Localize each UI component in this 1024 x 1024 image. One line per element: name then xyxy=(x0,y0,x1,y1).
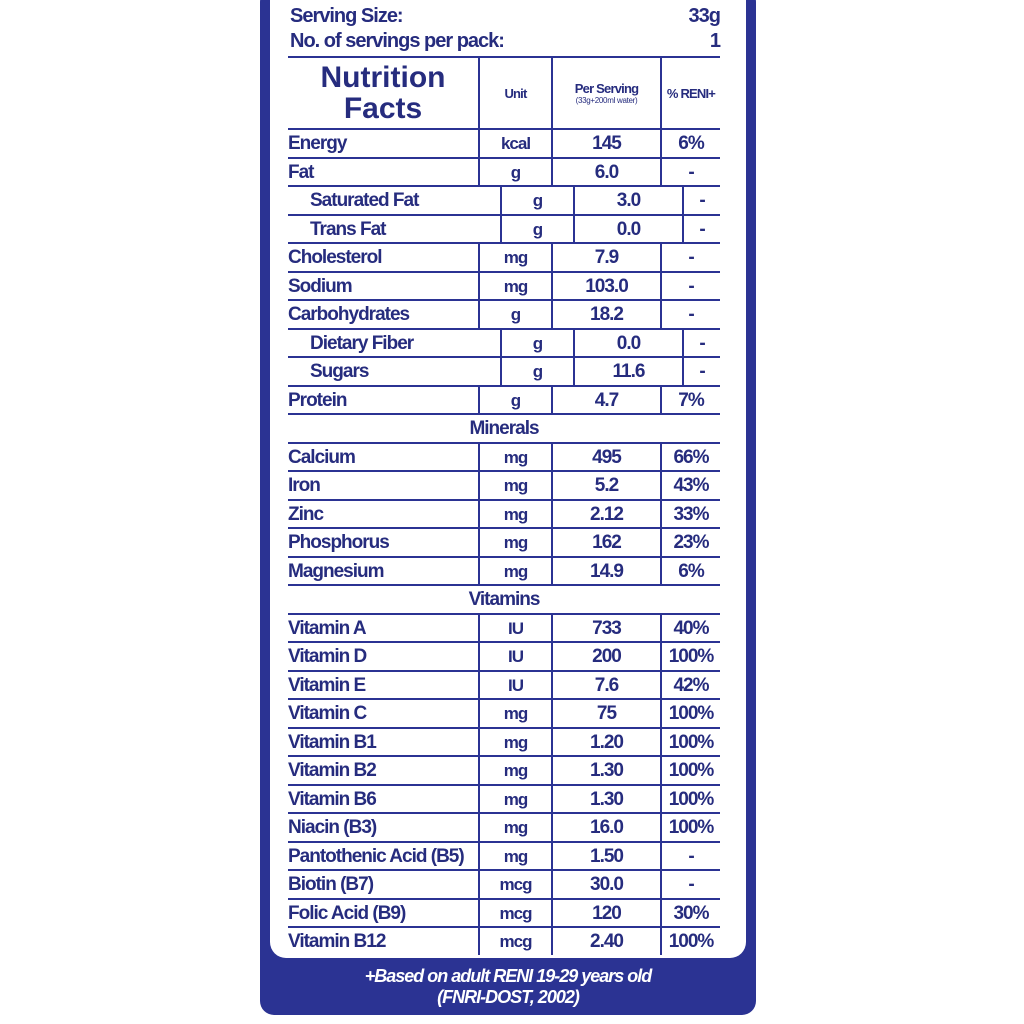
nutrient-reni: 100% xyxy=(668,788,714,810)
nutrient-value: 145 xyxy=(553,130,662,157)
nutrient-name: Vitamin D xyxy=(288,643,480,670)
per-serving-note: (33g+200ml water) xyxy=(575,96,638,105)
servings-per-pack-label: No. of servings per pack: xyxy=(290,30,504,52)
nutrient-unit: mg xyxy=(480,501,553,528)
nutrient-reni: 30% xyxy=(673,902,709,924)
table-body xyxy=(288,130,720,955)
nutrient-unit: mg xyxy=(480,814,553,841)
nutrient-name: Vitamin A xyxy=(288,615,480,642)
section-title: Vitamins xyxy=(468,589,540,610)
nutrient-value: 162 xyxy=(553,529,662,556)
nutrient-reni: - xyxy=(699,332,705,354)
nutrition-table xyxy=(288,56,720,955)
nutrient-name: Cholesterol xyxy=(288,244,480,271)
nutrient-unit: mg xyxy=(480,273,553,300)
table-row xyxy=(288,643,720,672)
nutrient-reni: 7% xyxy=(678,389,704,411)
nutrient-unit: mcg xyxy=(480,900,553,927)
nutrient-name: Carbohydrates xyxy=(288,301,480,328)
nutrient-reni: 100% xyxy=(668,760,714,781)
nutrient-reni: 100% xyxy=(668,817,714,838)
nutrient-unit: IU xyxy=(480,643,553,670)
nutrient-unit: g xyxy=(502,216,575,243)
title-line-2: Facts xyxy=(343,92,423,125)
nutrient-value: 495 xyxy=(553,444,662,471)
table-row xyxy=(288,501,720,530)
nutrient-value: 103.0 xyxy=(553,273,662,300)
nutrient-name: Vitamin B2 xyxy=(288,757,480,784)
table-row xyxy=(288,786,720,815)
nutrient-unit: g xyxy=(480,387,553,414)
table-row xyxy=(288,216,720,245)
nutrient-reni: - xyxy=(688,874,694,895)
nutrient-name: Vitamin B1 xyxy=(288,729,480,756)
reni-header xyxy=(662,58,720,128)
nutrient-unit: IU xyxy=(480,615,553,642)
serving-size xyxy=(290,4,720,28)
nutrient-reni: - xyxy=(688,247,694,268)
table-row xyxy=(288,615,720,644)
nutrient-name: Biotin (B7) xyxy=(288,871,480,898)
nutrient-unit: mg xyxy=(480,843,553,870)
nutrient-value: 7.9 xyxy=(553,244,662,271)
nutrient-value: 18.2 xyxy=(553,301,662,328)
nutrient-name: Folic Acid (B9) xyxy=(288,900,480,927)
nutrient-name: Sugars xyxy=(288,358,502,385)
nutrient-value: 733 xyxy=(553,615,662,642)
table-row xyxy=(288,130,720,159)
nutrient-value: 1.50 xyxy=(553,843,662,870)
nutrient-reni: - xyxy=(699,190,705,211)
nutrient-value: 75 xyxy=(553,700,662,727)
nutrient-reni: - xyxy=(688,845,694,867)
nutrient-unit: g xyxy=(502,330,575,357)
table-row xyxy=(288,843,720,872)
servings-per-pack-value: 1 xyxy=(709,30,720,52)
nutrient-unit: g xyxy=(480,159,553,186)
nutrient-unit: mcg xyxy=(480,928,553,955)
table-row xyxy=(288,444,720,473)
nutrient-value: 1.20 xyxy=(553,729,662,756)
table-row xyxy=(288,729,720,758)
nutrient-name: Pantothenic Acid (B5) xyxy=(288,843,480,870)
nutrient-reni: 6% xyxy=(678,560,704,582)
nutrient-name: Calcium xyxy=(288,444,480,471)
nutrient-value: 200 xyxy=(553,643,662,670)
nutrient-unit: mg xyxy=(480,529,553,556)
nutrient-value: 11.6 xyxy=(575,358,684,385)
nutrient-reni: 42% xyxy=(673,674,709,696)
section-header xyxy=(288,415,720,444)
nutrient-name: Fat xyxy=(288,159,480,186)
nutrient-value: 6.0 xyxy=(553,159,662,186)
section-title: Minerals xyxy=(469,418,539,439)
servings-per-pack xyxy=(290,29,720,53)
nutrient-unit: kcal xyxy=(480,130,553,157)
nutrient-value: 16.0 xyxy=(553,814,662,841)
nutrient-name: Saturated Fat xyxy=(288,187,502,214)
serving-size-value: 33g xyxy=(688,5,720,27)
table-row xyxy=(288,330,720,359)
nutrient-reni: 43% xyxy=(673,475,709,496)
nutrient-reni: 40% xyxy=(673,617,709,639)
nutrient-unit: IU xyxy=(480,672,553,699)
nutrient-unit: mg xyxy=(480,757,553,784)
table-row xyxy=(288,301,720,330)
nutrient-value: 5.2 xyxy=(553,472,662,499)
nutrient-reni: 23% xyxy=(673,532,709,553)
nutrient-value: 1.30 xyxy=(553,786,662,813)
footnote-line-1: +Based on adult RENI 19-29 years old xyxy=(364,966,652,986)
table-row xyxy=(288,244,720,273)
nutrient-name: Vitamin B12 xyxy=(288,928,480,955)
nutrient-unit: mg xyxy=(480,729,553,756)
nutrient-value: 14.9 xyxy=(553,558,662,585)
nutrient-value: 1.30 xyxy=(553,757,662,784)
table-row xyxy=(288,387,720,416)
table-row xyxy=(288,358,720,387)
nutrient-name: Sodium xyxy=(288,273,480,300)
nutrient-name: Phosphorus xyxy=(288,529,480,556)
nutrient-name: Vitamin B6 xyxy=(288,786,480,813)
nutrient-value: 0.0 xyxy=(575,330,684,357)
section-header xyxy=(288,586,720,615)
nutrient-value: 0.0 xyxy=(575,216,684,243)
nutrient-unit: mg xyxy=(480,786,553,813)
per-serving-label: Per Serving xyxy=(574,81,639,96)
nutrient-reni: 100% xyxy=(668,731,714,753)
nutrient-name: Iron xyxy=(288,472,480,499)
nutrient-name: Trans Fat xyxy=(288,216,502,243)
table-row xyxy=(288,529,720,558)
nutrient-reni: - xyxy=(699,361,705,382)
nutrient-reni: 100% xyxy=(668,931,714,952)
nutrient-unit: mg xyxy=(480,244,553,271)
nutrient-value: 7.6 xyxy=(553,672,662,699)
nutrient-name: Magnesium xyxy=(288,558,480,585)
footnote-line-2: (FNRI-DOST, 2002) xyxy=(437,987,579,1007)
nutrient-reni: 6% xyxy=(678,133,704,154)
nutrient-value: 2.12 xyxy=(553,501,662,528)
reni-header-label: % RENI+ xyxy=(666,85,716,101)
nutrient-value: 30.0 xyxy=(553,871,662,898)
nutrient-name: Niacin (B3) xyxy=(288,814,480,841)
table-row xyxy=(288,871,720,900)
nutrient-name: Zinc xyxy=(288,501,480,528)
nutrient-unit: g xyxy=(502,187,575,214)
nutrient-reni: 100% xyxy=(668,646,714,667)
nutrient-reni: - xyxy=(699,218,705,240)
table-header xyxy=(288,58,720,130)
nutrient-unit: mg xyxy=(480,558,553,585)
nutrient-name: Dietary Fiber xyxy=(288,330,502,357)
table-row xyxy=(288,900,720,929)
nutrient-unit: mcg xyxy=(480,871,553,898)
table-row xyxy=(288,187,720,216)
nutrient-unit: mg xyxy=(480,472,553,499)
nutrient-reni: 33% xyxy=(673,503,709,525)
nutrient-unit: mg xyxy=(480,444,553,471)
table-row xyxy=(288,672,720,701)
nutrient-unit: mg xyxy=(480,700,553,727)
per-serving-header xyxy=(553,58,662,128)
nutrient-value: 2.40 xyxy=(553,928,662,955)
nutrient-reni: 100% xyxy=(668,703,714,724)
nutrition-facts-title xyxy=(288,58,480,128)
table-row xyxy=(288,273,720,302)
nutrient-unit: g xyxy=(480,301,553,328)
nutrient-value: 120 xyxy=(553,900,662,927)
nutrient-reni: 66% xyxy=(673,446,709,468)
table-row xyxy=(288,700,720,729)
nutrient-unit: g xyxy=(502,358,575,385)
table-row xyxy=(288,472,720,501)
table-row xyxy=(288,814,720,843)
table-row xyxy=(288,558,720,587)
unit-header xyxy=(480,58,553,128)
nutrient-name: Energy xyxy=(288,130,480,157)
table-row xyxy=(288,928,720,955)
nutrient-reni: - xyxy=(688,275,694,297)
nutrient-reni: - xyxy=(688,304,694,325)
nutrient-name: Vitamin C xyxy=(288,700,480,727)
nutrient-reni: - xyxy=(688,161,694,183)
table-row xyxy=(288,159,720,188)
nutrient-name: Vitamin E xyxy=(288,672,480,699)
title-line-1: Nutrition xyxy=(320,61,446,94)
nutrient-value: 4.7 xyxy=(553,387,662,414)
unit-header-label: Unit xyxy=(504,85,527,101)
serving-size-label: Serving Size: xyxy=(290,5,403,27)
nutrient-value: 3.0 xyxy=(575,187,684,214)
table-row xyxy=(288,757,720,786)
nutrient-name: Protein xyxy=(288,387,480,414)
